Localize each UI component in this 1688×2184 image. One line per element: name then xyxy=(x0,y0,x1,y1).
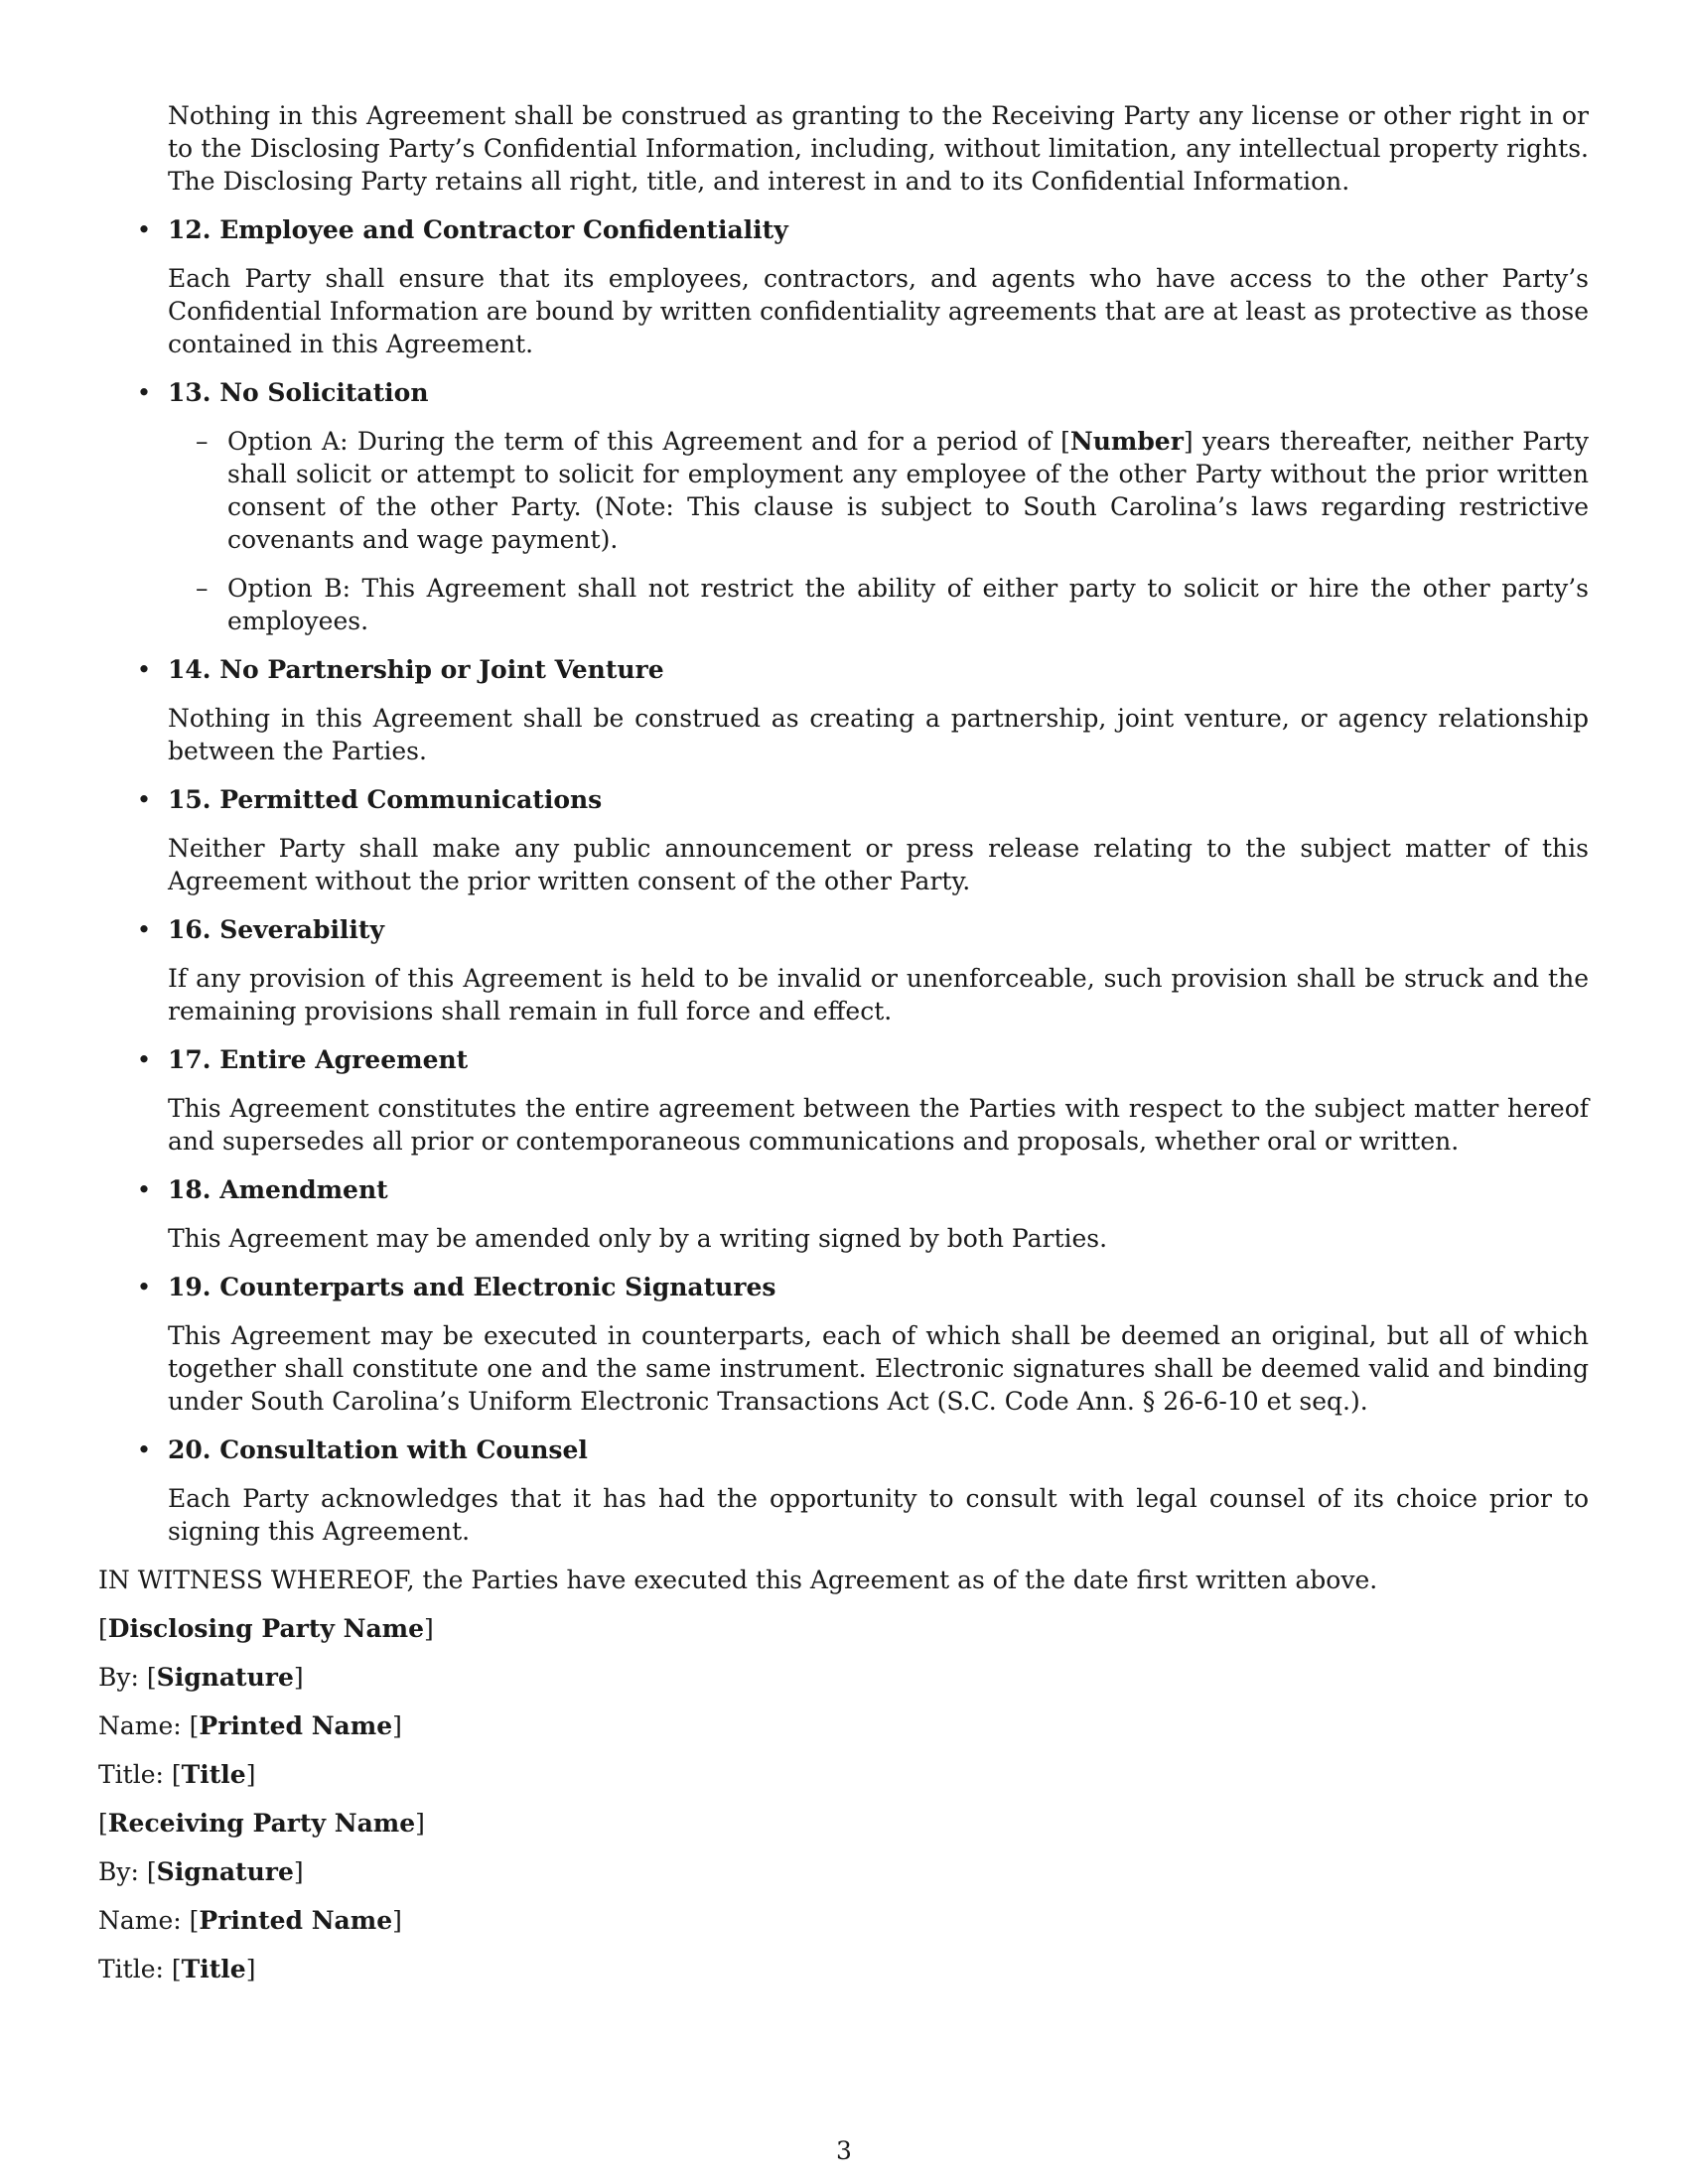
title-label: Title: xyxy=(98,1760,172,1789)
number-placeholder: Number xyxy=(1069,427,1184,456)
by-line xyxy=(98,1661,1589,1694)
title-line xyxy=(98,1953,1589,1985)
section-title: 13. No Solicitation xyxy=(168,378,429,407)
by-line xyxy=(98,1855,1589,1888)
party-name-line xyxy=(98,1612,1589,1645)
section-12 xyxy=(98,213,1589,360)
option-a-suffix: years thereafter, neither Party shall solicit or attempt to solicit for employment any employee of the other Party without the prior written consent of the other Party. (Note: This clause is subject to South Carolina’s laws regarding restrictive covenants and wage payment). xyxy=(227,427,1589,554)
bullet: • xyxy=(136,915,152,944)
bracket-open: [ xyxy=(146,1663,157,1692)
bracket-close: ] xyxy=(293,1857,304,1886)
title-placeholder: Title xyxy=(181,1760,246,1789)
section-body: Each Party acknowledges that it has had the opportunity to consult with legal counsel of its choice prior to signing this Agreement. xyxy=(168,1484,1589,1546)
bracket-close: ] xyxy=(245,1760,256,1789)
intro-paragraph: Nothing in this Agreement shall be construed as granting to the Receiving Party any license or other right in or to the Disclosing Party’s Confidential Information, including, without limitation, any intellectual property rights. The Disclosing Party retains all right, title, and interest in and to its Confidential Information. xyxy=(168,101,1589,196)
section-heading xyxy=(136,1173,1589,1206)
section-14 xyxy=(98,653,1589,767)
option-list xyxy=(196,425,1589,637)
title-label: Title: xyxy=(98,1955,172,1983)
bracket-open: [ xyxy=(189,1906,200,1935)
section-heading xyxy=(136,1043,1589,1076)
bracket-open: [ xyxy=(171,1760,182,1789)
option-b-text: Option B: This Agreement shall not restrict the ability of either party to solicit or hire the other party’s employees. xyxy=(227,574,1589,635)
section-body: Each Party shall ensure that its employees, contractors, and agents who have access to the other Party’s Confidential Information are bound by written confidentiality agreements that are at least as protective as those contained in this Agreement. xyxy=(168,264,1589,358)
option-a xyxy=(196,425,1589,556)
section-20 xyxy=(98,1433,1589,1548)
section-heading xyxy=(136,1433,1589,1466)
section-body: This Agreement may be amended only by a writing signed by both Parties. xyxy=(168,1224,1108,1253)
bracket-close: ] xyxy=(392,1906,402,1935)
witness-statement: IN WITNESS WHEREOF, the Parties have executed this Agreement as of the date first written above. xyxy=(98,1566,1378,1594)
section-17 xyxy=(98,1043,1589,1158)
bracket-open: [ xyxy=(98,1809,108,1838)
dash-marker: – xyxy=(196,574,209,603)
bracket-open: [ xyxy=(98,1614,108,1643)
section-body: This Agreement may be executed in counterparts, each of which shall be deemed an original, but all of which together shall constitute one and the same instrument. Electronic signatures shall be deemed valid and binding under South Carolina’s Uniform Electronic Transactions Act (S.C. Code Ann. § 26-6-10 et seq.). xyxy=(168,1321,1589,1416)
section-title: 19. Counterparts and Electronic Signatures xyxy=(168,1273,776,1301)
by-label: By: xyxy=(98,1857,147,1886)
section-title: 15. Permitted Communications xyxy=(168,785,603,814)
party-name: Receiving Party Name xyxy=(107,1809,416,1838)
name-line xyxy=(98,1709,1589,1742)
bracket-close: ] xyxy=(245,1955,256,1983)
printed-name-placeholder: Printed Name xyxy=(199,1906,393,1935)
bullet: • xyxy=(136,1175,152,1204)
bullet: • xyxy=(136,655,152,684)
section-19 xyxy=(98,1271,1589,1418)
section-body: Neither Party shall make any public announcement or press release relating to the subject matter of this Agreement without the prior written consent of the other Party. xyxy=(168,834,1589,895)
bracket-close: ] xyxy=(392,1711,402,1740)
signature-placeholder: Signature xyxy=(156,1857,294,1886)
section-title: 14. No Partnership or Joint Venture xyxy=(168,655,664,684)
bracket-close: ] xyxy=(293,1663,304,1692)
by-label: By: xyxy=(98,1663,147,1692)
document-page xyxy=(98,99,1589,1985)
party-name: Disclosing Party Name xyxy=(107,1614,425,1643)
bracket-open: [ xyxy=(1060,427,1070,456)
section-title: 12. Employee and Contractor Confidentiality xyxy=(168,215,788,244)
option-a-prefix: Option A: During the term of this Agreement and for a period of xyxy=(227,427,1061,456)
section-13 xyxy=(98,376,1589,637)
section-heading xyxy=(136,213,1589,246)
signature-placeholder: Signature xyxy=(156,1663,294,1692)
disclosing-signature-block xyxy=(98,1612,1589,1791)
title-placeholder: Title xyxy=(181,1955,246,1983)
section-18 xyxy=(98,1173,1589,1255)
dash-marker: – xyxy=(196,427,209,456)
option-b xyxy=(196,572,1589,637)
party-name-line xyxy=(98,1807,1589,1840)
page-number: 3 xyxy=(836,2136,852,2165)
bracket-close: ] xyxy=(1183,427,1194,456)
receiving-signature-block xyxy=(98,1807,1589,1985)
bullet: • xyxy=(136,378,152,407)
name-label: Name: xyxy=(98,1711,190,1740)
section-heading xyxy=(136,913,1589,946)
name-line xyxy=(98,1904,1589,1937)
bullet: • xyxy=(136,1273,152,1301)
section-16 xyxy=(98,913,1589,1027)
section-body: If any provision of this Agreement is held to be invalid or unenforceable, such provision shall be struck and the remaining provisions shall remain in full force and effect. xyxy=(168,964,1589,1025)
title-line xyxy=(98,1758,1589,1791)
bullet: • xyxy=(136,215,152,244)
bullet: • xyxy=(136,1045,152,1074)
section-body: This Agreement constitutes the entire agreement between the Parties with respect to the subject matter hereof and supersedes all prior or contemporaneous communications and proposals, whether oral or written. xyxy=(168,1094,1589,1156)
section-heading xyxy=(136,653,1589,686)
section-title: 17. Entire Agreement xyxy=(168,1045,469,1074)
section-heading xyxy=(136,783,1589,816)
bracket-open: [ xyxy=(146,1857,157,1886)
bracket-open: [ xyxy=(171,1955,182,1983)
section-body: Nothing in this Agreement shall be construed as creating a partnership, joint venture, or agency relationship between the Parties. xyxy=(168,704,1589,765)
printed-name-placeholder: Printed Name xyxy=(199,1711,393,1740)
section-title: 20. Consultation with Counsel xyxy=(168,1435,588,1464)
bracket-open: [ xyxy=(189,1711,200,1740)
section-15 xyxy=(98,783,1589,897)
section-heading xyxy=(136,376,1589,409)
name-label: Name: xyxy=(98,1906,190,1935)
section-title: 16. Severability xyxy=(168,915,385,944)
section-title: 18. Amendment xyxy=(168,1175,388,1204)
bracket-close: ] xyxy=(424,1614,434,1643)
bullet: • xyxy=(136,1435,152,1464)
section-heading xyxy=(136,1271,1589,1303)
bullet: • xyxy=(136,785,152,814)
bracket-close: ] xyxy=(415,1809,425,1838)
